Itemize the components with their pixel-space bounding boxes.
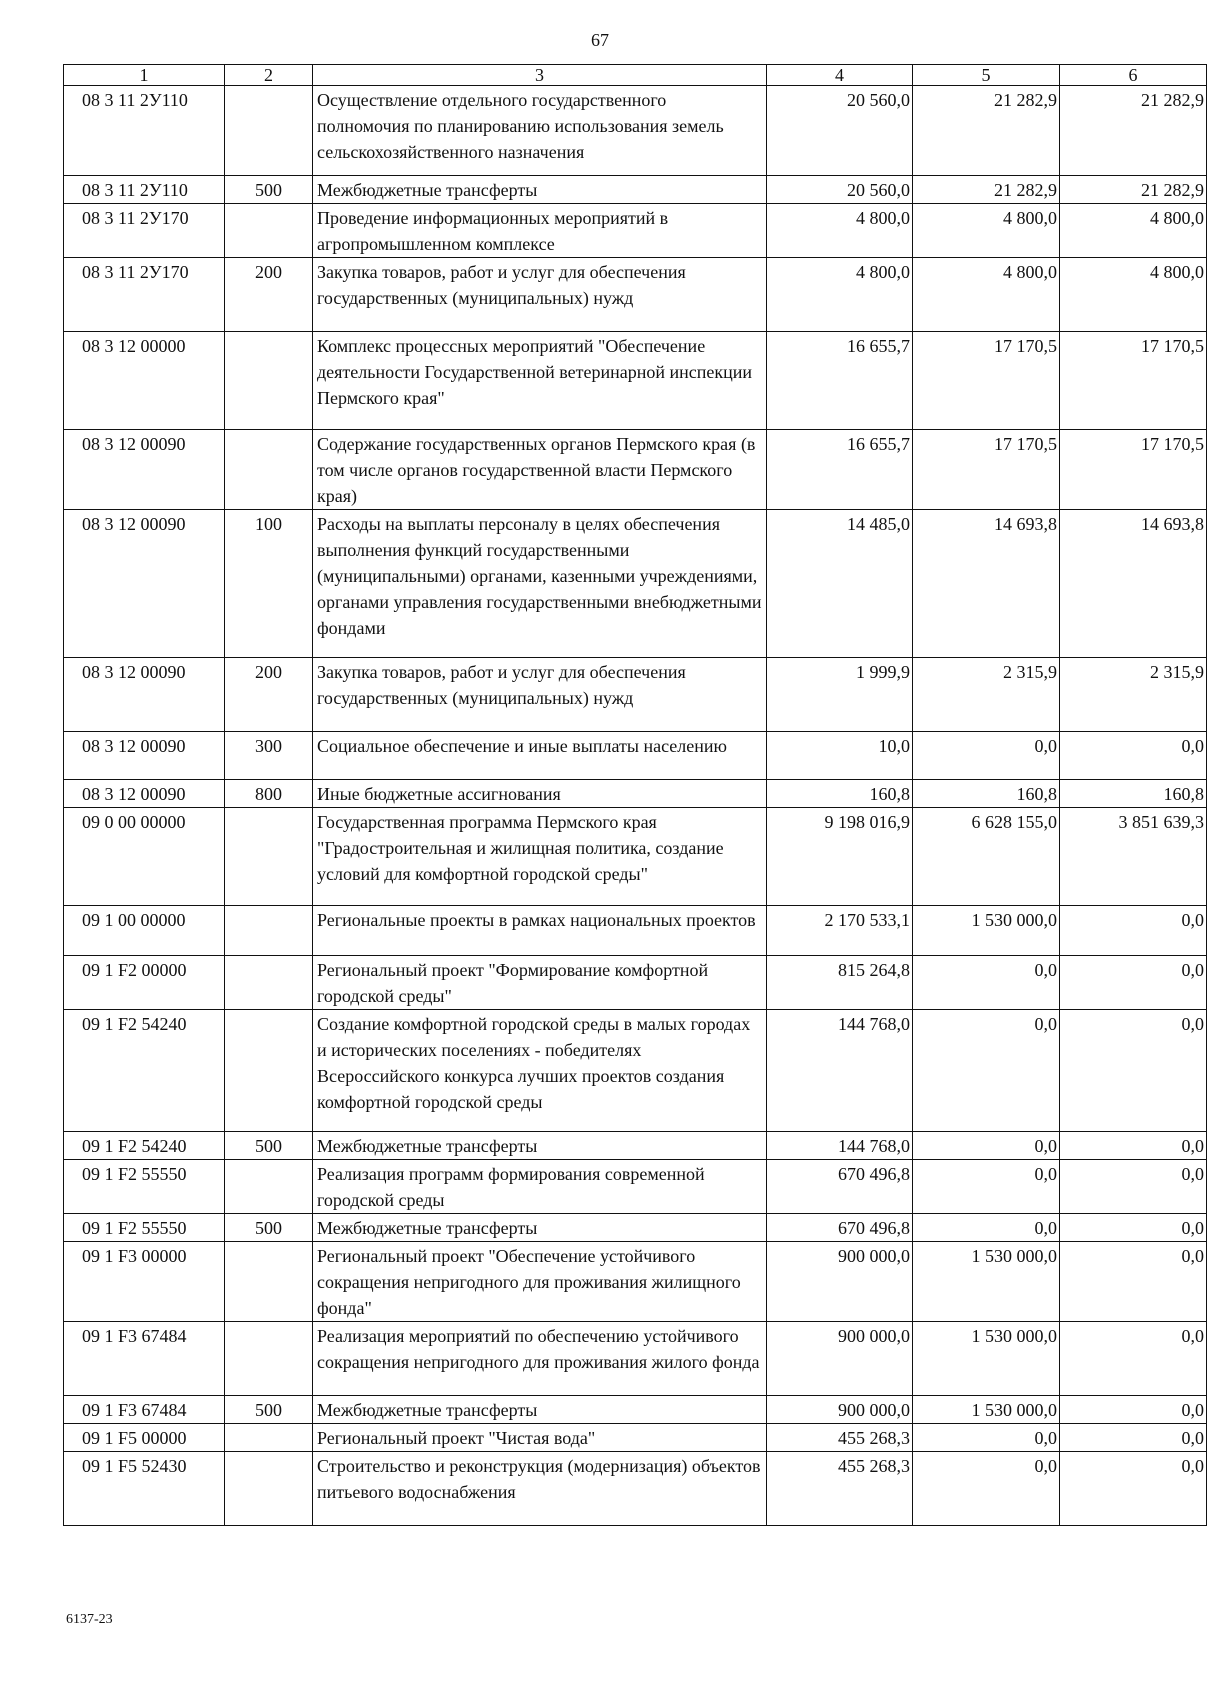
budget-table	[63, 64, 1207, 1526]
amount-col5: 0,0	[913, 1160, 1060, 1214]
target-article-code: 09 1 00 00000	[64, 906, 225, 956]
amount-col4: 4 800,0	[767, 258, 913, 332]
target-article-code: 09 1 F2 54240	[64, 1132, 225, 1160]
amount-col4: 160,8	[767, 780, 913, 808]
expense-name: Социальное обеспечение и иные выплаты населению	[313, 732, 767, 780]
expense-name: Межбюджетные трансферты	[313, 1132, 767, 1160]
amount-col5: 0,0	[913, 1010, 1060, 1132]
expense-type-code: 500	[225, 176, 313, 204]
table-row	[64, 1396, 1207, 1424]
table-row	[64, 658, 1207, 732]
amount-col6: 17 170,5	[1060, 430, 1207, 510]
amount-col4: 670 496,8	[767, 1160, 913, 1214]
amount-col6: 0,0	[1060, 1132, 1207, 1160]
column-header: 2	[225, 65, 313, 86]
expense-name: Межбюджетные трансферты	[313, 176, 767, 204]
amount-col4: 16 655,7	[767, 430, 913, 510]
amount-col6: 0,0	[1060, 1010, 1207, 1132]
amount-col6: 0,0	[1060, 1396, 1207, 1424]
amount-col6: 21 282,9	[1060, 176, 1207, 204]
amount-col4: 20 560,0	[767, 86, 913, 176]
target-article-code: 08 3 11 2У170	[64, 204, 225, 258]
target-article-code: 08 3 11 2У110	[64, 86, 225, 176]
amount-col5: 1 530 000,0	[913, 1242, 1060, 1322]
amount-col6: 21 282,9	[1060, 86, 1207, 176]
column-header: 3	[313, 65, 767, 86]
target-article-code: 09 1 F2 55550	[64, 1214, 225, 1242]
amount-col5: 2 315,9	[913, 658, 1060, 732]
table-row	[64, 1132, 1207, 1160]
column-header: 1	[64, 65, 225, 86]
amount-col5: 1 530 000,0	[913, 906, 1060, 956]
expense-name: Комплекс процессных мероприятий "Обеспечение деятельности Государственной ветеринарной инспекции Пермского края"	[313, 332, 767, 430]
amount-col6: 0,0	[1060, 906, 1207, 956]
amount-col5: 0,0	[913, 1132, 1060, 1160]
column-header: 6	[1060, 65, 1207, 86]
target-article-code: 08 3 11 2У110	[64, 176, 225, 204]
table-row	[64, 1452, 1207, 1526]
target-article-code: 09 1 F2 55550	[64, 1160, 225, 1214]
amount-col5: 0,0	[913, 956, 1060, 1010]
amount-col5: 4 800,0	[913, 258, 1060, 332]
table-body	[64, 86, 1207, 1526]
expense-name: Региональный проект "Обеспечение устойчивого сокращения непригодного для проживания жилищного фонда"	[313, 1242, 767, 1322]
amount-col6: 0,0	[1060, 956, 1207, 1010]
expense-type-code	[225, 956, 313, 1010]
expense-type-code	[225, 204, 313, 258]
expense-name: Создание комфортной городской среды в малых городах и исторических поселениях - победителях Всероссийского конкурса лучших проектов создания комфортной городской среды	[313, 1010, 767, 1132]
amount-col6: 0,0	[1060, 1452, 1207, 1526]
amount-col4: 670 496,8	[767, 1214, 913, 1242]
expense-type-code	[225, 1010, 313, 1132]
target-article-code: 09 1 F5 00000	[64, 1424, 225, 1452]
target-article-code: 08 3 12 00090	[64, 780, 225, 808]
expense-type-code: 300	[225, 732, 313, 780]
amount-col4: 455 268,3	[767, 1452, 913, 1526]
expense-type-code	[225, 906, 313, 956]
amount-col6: 160,8	[1060, 780, 1207, 808]
expense-name: Межбюджетные трансферты	[313, 1214, 767, 1242]
amount-col4: 900 000,0	[767, 1322, 913, 1396]
target-article-code: 09 1 F3 67484	[64, 1396, 225, 1424]
expense-type-code: 500	[225, 1132, 313, 1160]
amount-col6: 14 693,8	[1060, 510, 1207, 658]
target-article-code: 09 1 F2 00000	[64, 956, 225, 1010]
target-article-code: 09 1 F3 67484	[64, 1322, 225, 1396]
table-row	[64, 1010, 1207, 1132]
expense-name: Реализация программ формирования современной городской среды	[313, 1160, 767, 1214]
amount-col5: 4 800,0	[913, 204, 1060, 258]
amount-col5: 0,0	[913, 732, 1060, 780]
amount-col4: 10,0	[767, 732, 913, 780]
amount-col6: 0,0	[1060, 1242, 1207, 1322]
expense-type-code	[225, 1322, 313, 1396]
amount-col5: 0,0	[913, 1424, 1060, 1452]
target-article-code: 09 1 F3 00000	[64, 1242, 225, 1322]
table-row	[64, 780, 1207, 808]
amount-col5: 21 282,9	[913, 86, 1060, 176]
table-row	[64, 1242, 1207, 1322]
amount-col5: 17 170,5	[913, 430, 1060, 510]
expense-type-code: 200	[225, 658, 313, 732]
table-row	[64, 332, 1207, 430]
table-row	[64, 86, 1207, 176]
table-row	[64, 1424, 1207, 1452]
amount-col4: 144 768,0	[767, 1010, 913, 1132]
amount-col5: 21 282,9	[913, 176, 1060, 204]
expense-name: Иные бюджетные ассигнования	[313, 780, 767, 808]
expense-type-code: 100	[225, 510, 313, 658]
target-article-code: 08 3 12 00000	[64, 332, 225, 430]
expense-name: Региональный проект "Формирование комфортной городской среды"	[313, 956, 767, 1010]
target-article-code: 09 0 00 00000	[64, 808, 225, 906]
amount-col6: 0,0	[1060, 732, 1207, 780]
target-article-code: 08 3 12 00090	[64, 510, 225, 658]
amount-col4: 2 170 533,1	[767, 906, 913, 956]
expense-type-code: 500	[225, 1396, 313, 1424]
column-header: 4	[767, 65, 913, 86]
amount-col5: 0,0	[913, 1214, 1060, 1242]
target-article-code: 08 3 12 00090	[64, 658, 225, 732]
expense-name: Осуществление отдельного государственного полномочия по планированию использования земель сельскохозяйственного назначения	[313, 86, 767, 176]
amount-col5: 1 530 000,0	[913, 1322, 1060, 1396]
amount-col5: 14 693,8	[913, 510, 1060, 658]
amount-col4: 14 485,0	[767, 510, 913, 658]
table-header-row	[64, 65, 1207, 86]
amount-col4: 4 800,0	[767, 204, 913, 258]
table-row	[64, 956, 1207, 1010]
expense-name: Расходы на выплаты персоналу в целях обеспечения выполнения функций государственными (муниципальными) органами, казенными учреждениями, органами управления государственными внебюджетными фондами	[313, 510, 767, 658]
expense-type-code	[225, 1424, 313, 1452]
amount-col4: 20 560,0	[767, 176, 913, 204]
amount-col4: 9 198 016,9	[767, 808, 913, 906]
table-row	[64, 204, 1207, 258]
target-article-code: 08 3 12 00090	[64, 732, 225, 780]
expense-name: Проведение информационных мероприятий в агропромышленном комплексе	[313, 204, 767, 258]
expense-name: Строительство и реконструкция (модернизация) объектов питьевого водоснабжения	[313, 1452, 767, 1526]
column-header: 5	[913, 65, 1060, 86]
expense-type-code	[225, 86, 313, 176]
expense-name: Региональные проекты в рамках национальных проектов	[313, 906, 767, 956]
amount-col6: 0,0	[1060, 1160, 1207, 1214]
target-article-code: 08 3 11 2У170	[64, 258, 225, 332]
amount-col4: 900 000,0	[767, 1242, 913, 1322]
amount-col6: 4 800,0	[1060, 258, 1207, 332]
amount-col6: 3 851 639,3	[1060, 808, 1207, 906]
amount-col4: 455 268,3	[767, 1424, 913, 1452]
amount-col5: 1 530 000,0	[913, 1396, 1060, 1424]
expense-type-code	[225, 1242, 313, 1322]
expense-type-code: 200	[225, 258, 313, 332]
amount-col6: 4 800,0	[1060, 204, 1207, 258]
expense-name: Региональный проект "Чистая вода"	[313, 1424, 767, 1452]
expense-type-code	[225, 332, 313, 430]
target-article-code: 08 3 12 00090	[64, 430, 225, 510]
table-row	[64, 258, 1207, 332]
table-row	[64, 1160, 1207, 1214]
expense-type-code	[225, 430, 313, 510]
amount-col5: 6 628 155,0	[913, 808, 1060, 906]
amount-col4: 144 768,0	[767, 1132, 913, 1160]
amount-col5: 160,8	[913, 780, 1060, 808]
amount-col6: 0,0	[1060, 1322, 1207, 1396]
expense-name: Содержание государственных органов Пермского края (в том числе органов государственной власти Пермского края)	[313, 430, 767, 510]
expense-name: Реализация мероприятий по обеспечению устойчивого сокращения непригодного для проживания жилого фонда	[313, 1322, 767, 1396]
expense-type-code	[225, 1160, 313, 1214]
amount-col4: 16 655,7	[767, 332, 913, 430]
footer-document-code: 6137-23	[66, 1612, 113, 1627]
expense-type-code	[225, 1452, 313, 1526]
amount-col4: 1 999,9	[767, 658, 913, 732]
expense-type-code	[225, 808, 313, 906]
table-row	[64, 176, 1207, 204]
amount-col6: 0,0	[1060, 1214, 1207, 1242]
amount-col5: 17 170,5	[913, 332, 1060, 430]
page-number: 67	[591, 30, 609, 50]
expense-name: Закупка товаров, работ и услуг для обеспечения государственных (муниципальных) нужд	[313, 258, 767, 332]
expense-type-code: 800	[225, 780, 313, 808]
expense-name: Государственная программа Пермского края "Градостроительная и жилищная политика, создание условий для комфортной городской среды"	[313, 808, 767, 906]
amount-col6: 17 170,5	[1060, 332, 1207, 430]
table-row	[64, 1322, 1207, 1396]
table-row	[64, 732, 1207, 780]
target-article-code: 09 1 F2 54240	[64, 1010, 225, 1132]
amount-col5: 0,0	[913, 1452, 1060, 1526]
table-row	[64, 510, 1207, 658]
target-article-code: 09 1 F5 52430	[64, 1452, 225, 1526]
table-row	[64, 906, 1207, 956]
table-row	[64, 808, 1207, 906]
table-row	[64, 1214, 1207, 1242]
table-row	[64, 430, 1207, 510]
expense-name: Закупка товаров, работ и услуг для обеспечения государственных (муниципальных) нужд	[313, 658, 767, 732]
expense-type-code: 500	[225, 1214, 313, 1242]
amount-col6: 2 315,9	[1060, 658, 1207, 732]
expense-name: Межбюджетные трансферты	[313, 1396, 767, 1424]
amount-col4: 815 264,8	[767, 956, 913, 1010]
amount-col6: 0,0	[1060, 1424, 1207, 1452]
amount-col4: 900 000,0	[767, 1396, 913, 1424]
